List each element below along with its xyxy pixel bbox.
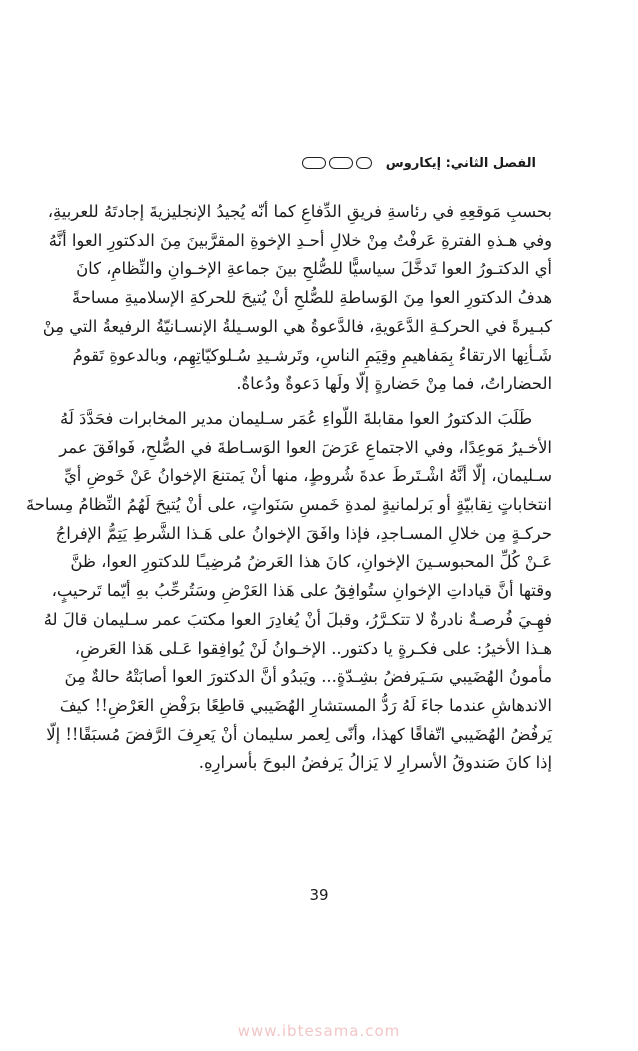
- text-line: فهِـيَ فُرصـةٌ نادرةٌ لا تتكـرَّرُ، وقبلَ أنْ يُغادِرَ العوا مكتبَ عمر سـليمان قالَ لهُ: [43, 609, 552, 629]
- text-line: إذا كانَ صَندوقُ الأسرارِ لا يَزالُ يَرفضُ البوحَ بأسرارِهِ.: [198, 753, 552, 773]
- text-line: وقتها أنَّ قياداتِ الإخوانِ ستُوافِقُ على هَذا العَرْضِ وسَتُرحِّبُ بهِ أيّما تَرحيبٍ،: [51, 581, 552, 601]
- running-header: [96, 152, 536, 174]
- chapter-title: الفصل الثاني: إيكاروس: [385, 155, 536, 171]
- header-ornament: [302, 157, 372, 169]
- text-line: أي الدكتـورُ العوا تَدخَّلَ سياسيًّا للصُّلحِ بينَ جماعةِ الإخـوانِ والنِّظامِ، كانَ: [76, 259, 552, 279]
- text-line: الاندهاشِ عندما جاءَ لَهُ رَدُّ المستشارِ الهُضَيبي قاطِعًا برَفْضِ العَرْضِ!! كيفَ: [59, 695, 552, 715]
- text-line: وفي هـذهِ الفترةِ عَرفْتُ مِنْ خلالِ أحـدِ الإخوةِ المقرَّبينَ مِنَ الدكتورِ العوا أنَّهُ: [48, 230, 552, 250]
- watermark-text: www.ibtesama.com: [237, 1022, 401, 1040]
- text-line: طَلَبَ الدكتورُ العوا مقابلةَ اللّواءِ عُمَر سـليمان مدير المخابرات فحَدَّدَ لَهُ: [60, 408, 532, 428]
- text-line: سـليمان، إلّا أنَّهُ اشْـتَرطَ عدةَ شُروطٍ، منها أنْ يَمتنعَ الإخوانُ عَنْ خَوضِ أيِّ: [63, 466, 552, 486]
- paragraph-2: [25, 405, 552, 778]
- text-line: الحضاراتُ، فما مِنْ حَضارةٍ إلّا ولَها دَعوةٌ ودُعاةٌ.: [236, 374, 552, 394]
- page-body: [25, 198, 552, 784]
- text-line: يَرفُضُ الهُضَيبي اتّفاقًا كهذا، وأنّى لِعمر سليمان أنْ يَعرِفَ الرَّفضَ مُسبَقًا!! إلّا: [46, 724, 552, 744]
- paragraph-1: [42, 198, 552, 399]
- text-line: بحسبِ مَوقعِهِ في رئاسةِ فريقِ الدِّفاعِ كما أنّه يُجيدُ الإنجليزيةَ إجادتَهُ للعربيةِ،: [47, 202, 552, 221]
- text-line: مأمونُ الهُضَيبي سَـيَرفضُ بشِـدّةٍ... ويَبدُو أنَّ الدكتورَ العوا أصابَتْهُ حالةٌ مِنَ: [64, 667, 552, 687]
- text-line: هدفُ الدكتورِ العوا مِنَ الوَساطةِ للصُّلحِ أنْ يُتيحَ للحركةِ الإسلاميةِ مساحةً: [71, 288, 552, 308]
- text-line: هـذا الأخيرُ: على فكـرةٍ يا دكتور.. الإخـوانُ لَنْ يُوافِقوا عَـلى هَذا العَرضِ،: [74, 638, 552, 658]
- text-line: كبـيرةً في الحركـةِ الدَّعَويةِ، فالدَّعوةُ هي الوسـيلةُ الإنسـانيّةُ الرفيعةُ التي مِنْ: [42, 316, 552, 336]
- text-line: شَـأنِها الارتقاءُ بِمَفاهيمِ وقِيَمِ الناسِ، وتَرشـيدِ سُـلوكيّاتِهِم، وبالدعوةِ تَقومُ: [72, 345, 552, 365]
- text-line: انتخاباتٍ نِقابيّةٍ أو بَرلمانيةٍ لمدةِ خَمسِ سَنَواتٍ، على أنْ يُتيحَ لَهُمُ النِّظامُ مِساحةَ: [25, 495, 552, 515]
- text-line: عَـنْ كُلِّ المحبوسـينَ الإخوانِ، كانَ هذا العَرضُ مُرضِيـًا للدكتورِ العوا، ظنَّ: [70, 552, 552, 572]
- text-line: الأخـيرُ مَوعِدًا، وفي الاجتماعِ عَرَضَ العوا الوَسـاطةَ في الصُّلحِ، فَوافَقَ عمر: [59, 437, 552, 457]
- page-number: 39: [309, 886, 329, 904]
- text-line: حركـةٍ مِن خلالِ المسـاجدِ، فإذا وافَقَ الإخوانُ على هَـذا الشَّرطِ يَتِمُّ الإفراجُ: [55, 523, 552, 543]
